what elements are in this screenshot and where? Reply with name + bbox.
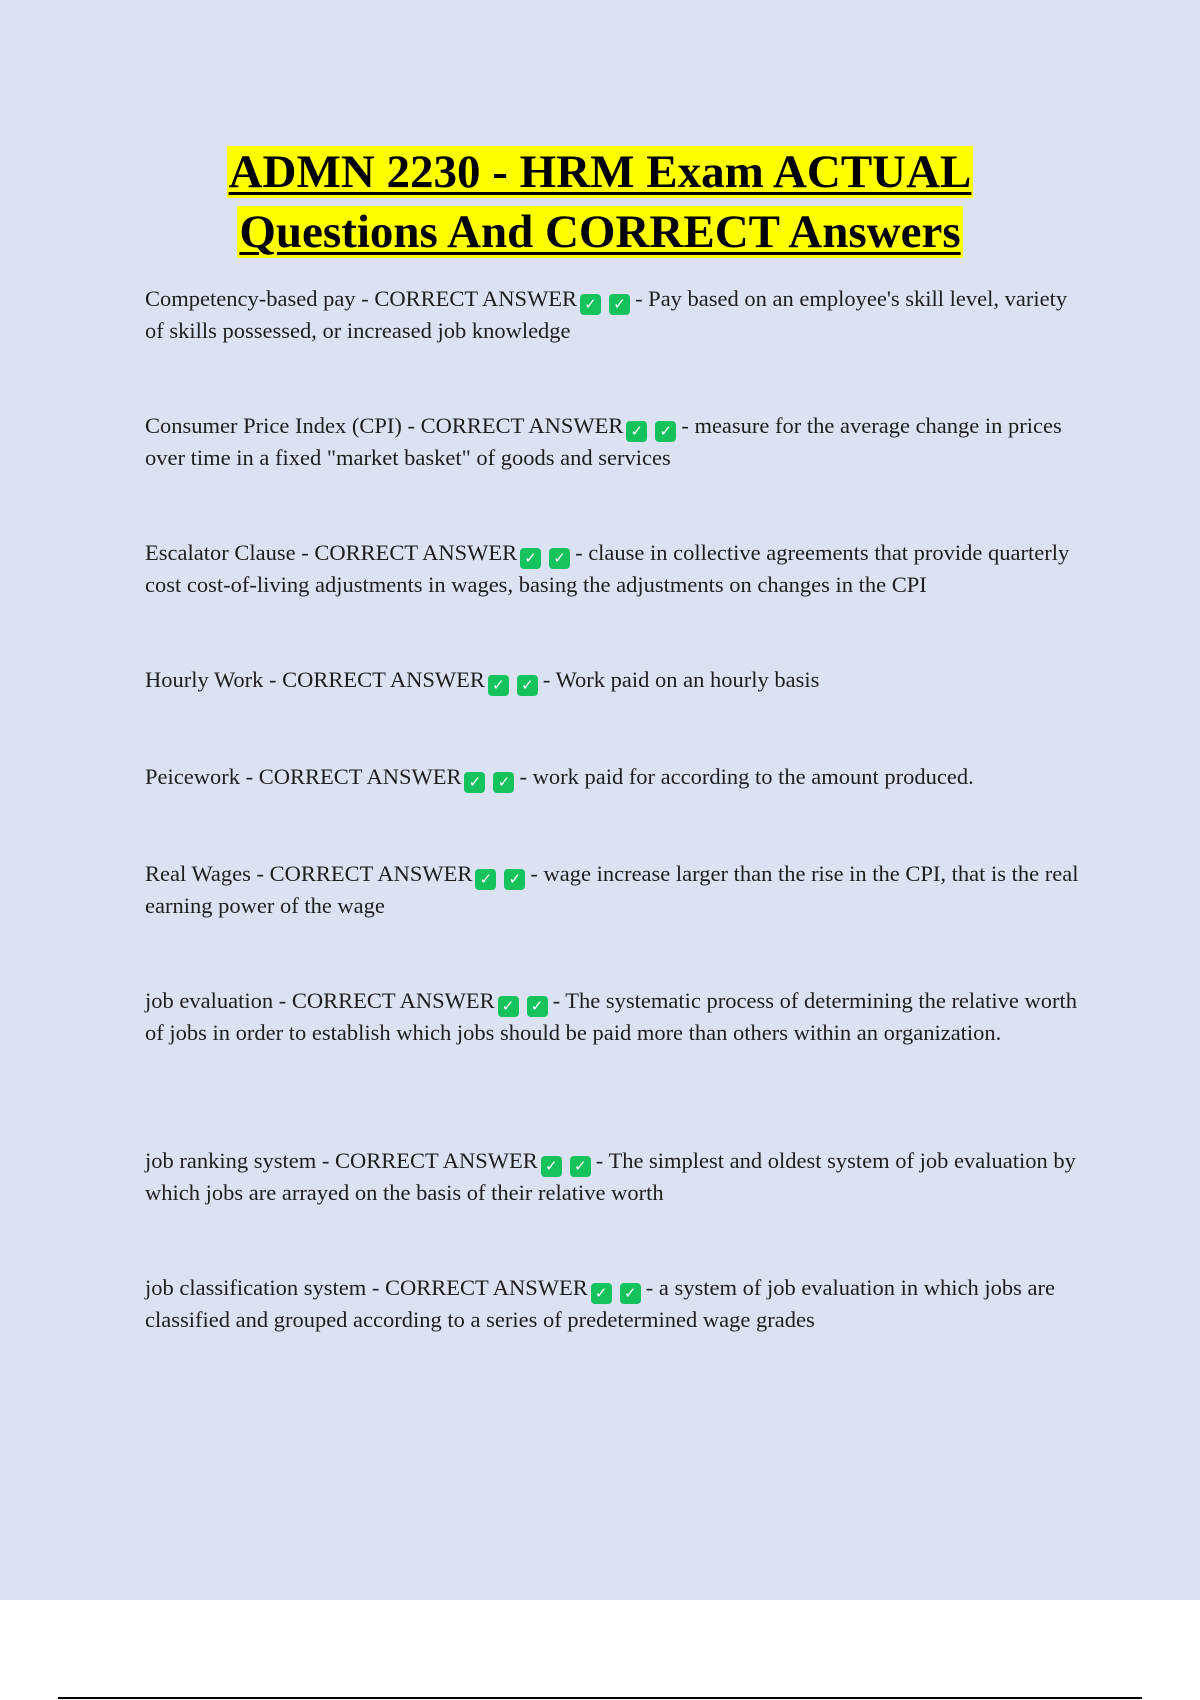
- check-mark-icon: ✓: [475, 869, 496, 890]
- qa-answer-marker: CORRECT ANSWER: [334, 1148, 538, 1173]
- qa-answer-marker: CORRECT ANSWER: [384, 1275, 588, 1300]
- check-mark-icon: ✓: [517, 675, 538, 696]
- check-mark-icon: ✓: [493, 772, 514, 793]
- check-mark-icon: ✓: [488, 675, 509, 696]
- qa-answer-marker: CORRECT ANSWER: [314, 540, 518, 565]
- qa-term: Hourly Work: [145, 667, 264, 692]
- qa-term: Consumer Price Index (CPI): [145, 413, 402, 438]
- qa-list: [145, 283, 1085, 1399]
- qa-definition: - measure for the average change in prices over time in a fixed "market basket" of goods and services: [145, 413, 1062, 470]
- qa-item: job classification system - CORRECT ANSWER ✓ ✓ - a system of job evaluation in which jobs are classified and grouped according to a series of predetermined wage grades: [145, 1275, 1055, 1332]
- check-mark-icon: ✓: [464, 772, 485, 793]
- check-mark-icon: ✓: [504, 869, 525, 890]
- qa-definition: - The systematic process of determining the relative worth of jobs in order to establish which jobs should be paid more than others within an organization.: [145, 988, 1078, 1045]
- qa-item: Escalator Clause - CORRECT ANSWER ✓ ✓ - clause in collective agreements that provide quarterly cost cost-of-living adjustments in wages, basing the adjustments on changes in the CPI: [145, 540, 1070, 597]
- check-mark-icon: ✓: [609, 294, 630, 315]
- check-mark-icon: ✓: [541, 1156, 562, 1177]
- qa-answer-marker: CORRECT ANSWER: [420, 413, 624, 438]
- document-title-line-2: Questions And CORRECT Answers: [239, 206, 961, 258]
- check-mark-icon: ✓: [498, 996, 519, 1017]
- qa-answer-marker: CORRECT ANSWER: [374, 286, 578, 311]
- qa-definition: - The simplest and oldest system of job evaluation by which jobs are arrayed on the basis of their relative worth: [145, 1148, 1076, 1205]
- qa-answer-marker: CORRECT ANSWER: [291, 988, 495, 1013]
- check-mark-icon: ✓: [549, 548, 570, 569]
- qa-definition: - Pay based on an employee's skill level, variety of skills possessed, or increased job knowledge: [145, 286, 1068, 343]
- check-mark-icon: ✓: [626, 421, 647, 442]
- check-mark-icon: ✓: [580, 294, 601, 315]
- qa-definition: - work paid for according to the amount produced.: [519, 764, 974, 789]
- qa-answer-marker: CORRECT ANSWER: [258, 764, 462, 789]
- qa-item: job evaluation - CORRECT ANSWER ✓ ✓ - The systematic process of determining the relative worth of jobs in order to establish which jobs should be paid more than others within an organization.: [145, 988, 1078, 1045]
- qa-definition: - Work paid on an hourly basis: [542, 667, 820, 692]
- qa-item: Peicework - CORRECT ANSWER ✓ ✓ - work paid for according to the amount produced.: [145, 764, 974, 791]
- check-mark-icon: ✓: [527, 996, 548, 1017]
- qa-item: Hourly Work - CORRECT ANSWER ✓ ✓ - Work paid on an hourly basis: [145, 667, 820, 694]
- document-title: [0, 142, 1200, 262]
- footer-rule: [58, 1697, 1142, 1699]
- check-mark-icon: ✓: [620, 1283, 641, 1304]
- qa-term: job classification system: [145, 1275, 367, 1300]
- check-mark-icon: ✓: [570, 1156, 591, 1177]
- qa-answer-marker: CORRECT ANSWER: [282, 667, 485, 692]
- qa-term: job evaluation: [145, 988, 274, 1013]
- qa-item: Real Wages - CORRECT ANSWER ✓ ✓ - wage increase larger than the rise in the CPI, that is the real earning power of the wage: [145, 861, 1079, 918]
- qa-item: Competency-based pay - CORRECT ANSWER ✓ ✓ - Pay based on an employee's skill level, variety of skills possessed, or increased job knowledge: [145, 286, 1068, 343]
- qa-definition: - a system of job evaluation in which jobs are classified and grouped according to a series of predetermined wage grades: [145, 1275, 1055, 1332]
- check-mark-icon: ✓: [655, 421, 676, 442]
- qa-term: Competency-based pay: [145, 286, 356, 311]
- qa-answer-marker: CORRECT ANSWER: [269, 861, 473, 886]
- qa-term: Escalator Clause: [145, 540, 296, 565]
- check-mark-icon: ✓: [591, 1283, 612, 1304]
- qa-item: job ranking system - CORRECT ANSWER ✓ ✓ - The simplest and oldest system of job evaluation by which jobs are arrayed on the basis of their relative worth: [145, 1148, 1076, 1205]
- check-mark-icon: ✓: [520, 548, 541, 569]
- qa-definition: - clause in collective agreements that provide quarterly cost cost-of-living adjustments in wages, basing the adjustments on changes in the CPI: [145, 540, 1070, 597]
- document-title-line-1: ADMN 2230 - HRM Exam ACTUAL: [228, 146, 972, 198]
- qa-item: Consumer Price Index (CPI) - CORRECT ANSWER ✓ ✓ - measure for the average change in prices over time in a fixed "market basket" of goods and services: [145, 413, 1062, 470]
- qa-definition: - wage increase larger than the rise in the CPI, that is the real earning power of the wage: [145, 861, 1079, 918]
- qa-term: job ranking system: [145, 1148, 317, 1173]
- qa-term: Real Wages: [145, 861, 251, 886]
- qa-term: Peicework: [145, 764, 240, 789]
